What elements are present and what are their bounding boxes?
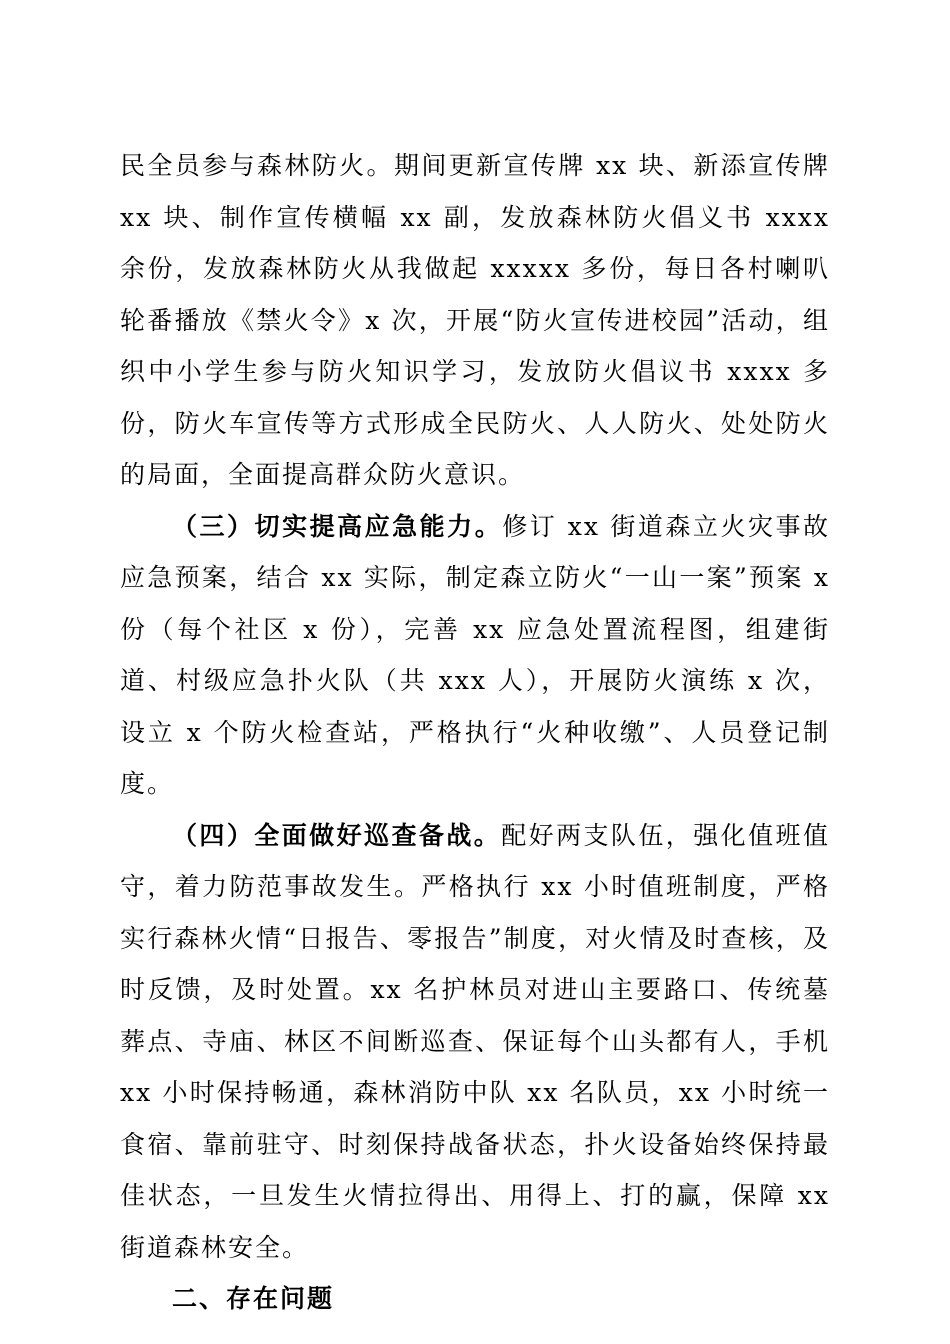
paragraph-emergency-capability — [120, 501, 830, 810]
paragraph-emergency-text: 修订 xx 街道森立火灾事故应急预案，结合 xx 实际，制定森立防火“一山一案”预案 x 份（每个社区 x 份），完善 xx 应急处置流程图，组建街道、村级应急扑火队（共 xxx 人），开展防火演练 x 次，设立 x 个防火检查站，严格执行“火种收缴”、人员登记制度。 — [120, 511, 830, 798]
paragraph-patrol-lead: （四）全面做好巡查备战。 — [172, 820, 502, 850]
section-heading-problems: 二、存在问题 — [172, 1284, 335, 1313]
paragraph-publicity — [120, 140, 830, 501]
paragraph-publicity-text: 民全员参与森林防火。期间更新宣传牌 xx 块、新添宣传牌 xx 块、制作宣传横幅 xx 副，发放森林防火倡义书 xxxx 余份，发放森林防火从我做起 xxxxx 多份，每日各村喇叭轮番播放《禁火令》x 次，开展“防火宣传进校园”活动，组织中小学生参与防火知识学习，发放防火倡议书 xxxx 多份，防火车宣传等方式形成全民防火、人人防火、处处防火的局面，全面提高群众防火意识。 — [120, 151, 830, 489]
paragraph-emergency-lead: （三）切实提高应急能力。 — [172, 511, 503, 541]
paragraph-patrol-text: 配好两支队伍，强化值班值守，着力防范事故发生。严格执行 xx 小时值班制度，严格实行森林火情“日报告、零报告”制度，对火情及时查核，及时反馈，及时处置。xx 名护林员对进山主要路口、传统墓葬点、寺庙、林区不间断巡查、保证每个山头都有人，手机 xx 小时保持畅通，森林消防中队 xx 名队员，xx 小时统一食宿、靠前驻守、时刻保持战备状态，扑火设备始终保持最佳状态，一旦发生火情拉得出、用得上、打的赢，保障 xx 街道森林安全。 — [120, 820, 830, 1262]
document-page — [120, 140, 830, 1325]
paragraph-patrol-readiness — [120, 810, 830, 1274]
